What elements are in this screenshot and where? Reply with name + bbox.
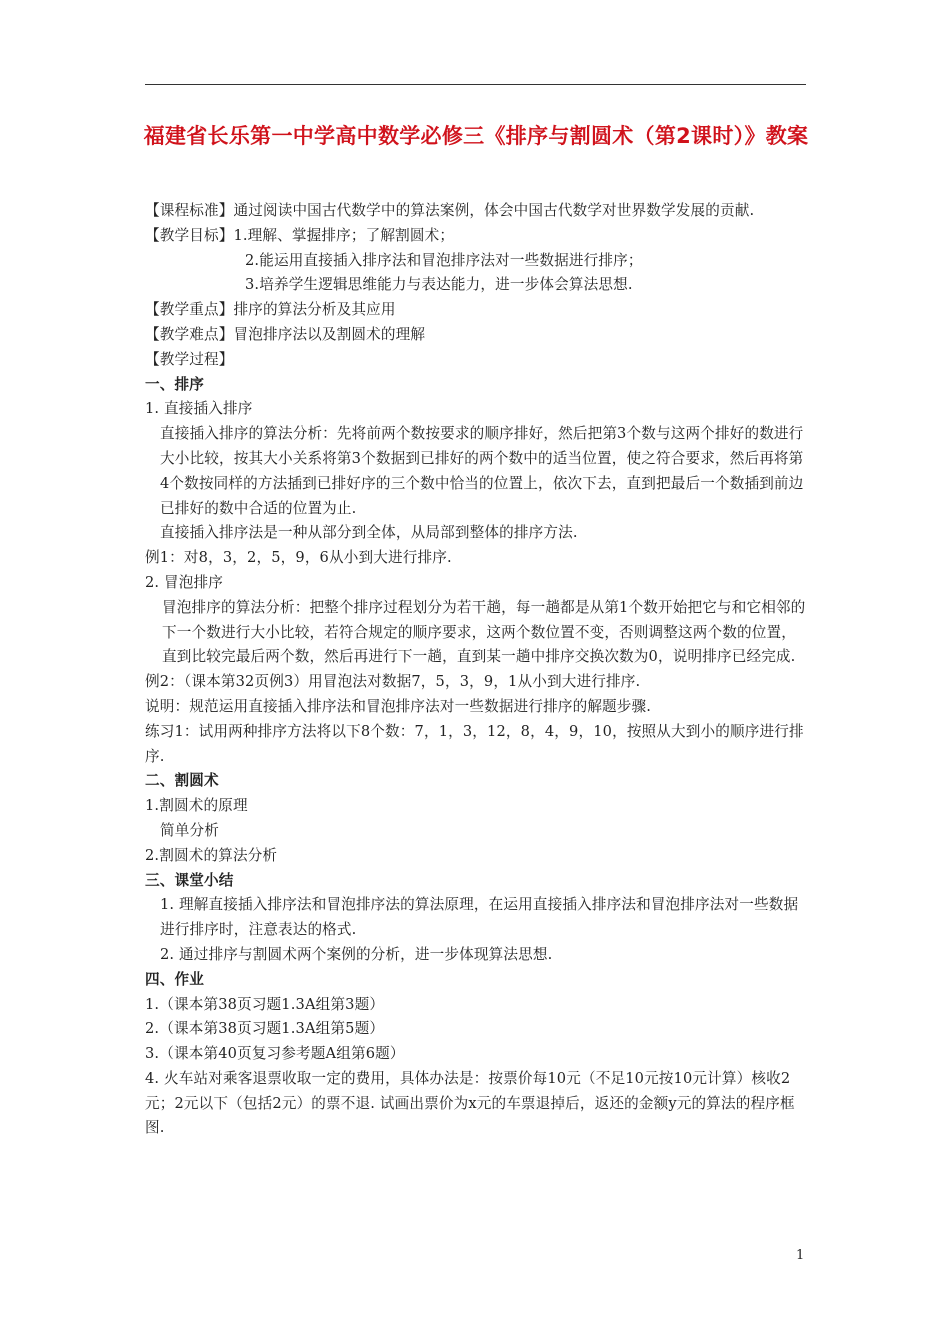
section-heading-sorting: 一、排序 — [145, 375, 204, 393]
circle-cutting-algorithm: 2.割圆术的算法分析 — [145, 846, 278, 864]
summary-2: 2. 通过排序与割圆术两个案例的分析，进一步体现算法思想. — [160, 945, 553, 963]
exercise-1: 练习1：试用两种排序方法将以下8个数：7，1，3，12，8，4，9，10，按照从大到小的顺序进行排序. — [145, 722, 804, 765]
section-heading-summary: 三、课堂小结 — [145, 871, 234, 889]
bubble-sort-analysis: 冒泡排序的算法分析：把整个排序过程划分为若干趟，每一趟都是从第1个数开始把它与和它相邻的下一个数进行大小比较，若符合规定的顺序要求，这两个数位置不变，否则调整这两个数的位置，直到比较完最后两个数，然后再进行下一趟，直到某一趟中排序交换次数为0，说明排序已经完成. — [162, 598, 806, 666]
homework-4: 4. 火车站对乘客退票收取一定的费用，具体办法是：按票价每10元（不足10元按10元计算）核收2元；2元以下（包括2元）的票不退. 试画出票价为x元的车票退掉后，返还的金额y元的算法的程序框图. — [145, 1069, 795, 1137]
subsection-insertion-sort: 1. 直接插入排序 — [145, 400, 253, 418]
page-title: 福建省长乐第一中学高中数学必修三《排序与割圆术（第2课时）》教案 — [143, 124, 809, 148]
document-body — [145, 199, 809, 1141]
course-standard: 【课程标准】通过阅读中国古代数学中的算法案例，体会中国古代数学对世界数学发展的贡献. — [145, 202, 755, 219]
insertion-sort-analysis: 直接插入排序的算法分析：先将前两个数按要求的顺序排好，然后把第3个数与这两个排好的数进行大小比较，按其大小关系将第3个数据到已排好的两个数中的适当位置，使之符合要求，然后再将第4个数按同样的方法插到已排好序的三个数中恰当的位置上，依次下去，直到把最后一个数插到前边已排好的数中合适的位置为止. — [160, 425, 804, 517]
example-1: 例1：对8，3，2，5，9，6从小到大进行排序. — [145, 549, 452, 567]
section-heading-circle-cutting: 二、割圆术 — [145, 772, 219, 790]
circle-cutting-principle: 1.割圆术的原理 — [145, 797, 248, 815]
insertion-sort-summary: 直接插入排序法是一种从部分到全体，从局部到整体的排序方法. — [160, 524, 578, 542]
teaching-process: 【教学过程】 — [145, 350, 234, 368]
header-rule — [145, 84, 806, 85]
homework-2: 2.（课本第38页习题1.3A组第5题） — [145, 1020, 385, 1038]
teaching-goal-1: 【教学目标】1.理解、掌握排序；了解割圆术； — [145, 226, 455, 244]
homework-1: 1.（课本第38页习题1.3A组第3题） — [145, 995, 385, 1013]
teaching-goal-3: 3.培养学生逻辑思维能力与表达能力，进一步体会算法思想. — [245, 276, 633, 294]
teaching-goal-2: 2.能运用直接插入排序法和冒泡排序法对一些数据进行排序； — [245, 251, 643, 269]
summary-1: 1. 理解直接插入排序法和冒泡排序法的算法原理，在运用直接插入排序法和冒泡排序法对一些数据进行排序时，注意表达的格式. — [160, 896, 799, 939]
example-2: 例2：（课本第32页例3）用冒泡法对数据7，5，3，9，1从小到大进行排序. — [145, 673, 641, 691]
teaching-focus: 【教学重点】排序的算法分析及其应用 — [145, 301, 396, 319]
page-number: 1 — [796, 1248, 805, 1263]
homework-3: 3.（课本第40页复习参考题A组第6题） — [145, 1045, 405, 1063]
simple-analysis: 简单分析 — [160, 821, 219, 839]
teaching-difficulty: 【教学难点】冒泡排序法以及割圆术的理解 — [145, 325, 426, 343]
section-heading-homework: 四、作业 — [145, 970, 204, 988]
subsection-bubble-sort: 2. 冒泡排序 — [145, 573, 223, 591]
note: 说明：规范运用直接插入排序法和冒泡排序法对一些数据进行排序的解题步骤. — [145, 697, 652, 715]
